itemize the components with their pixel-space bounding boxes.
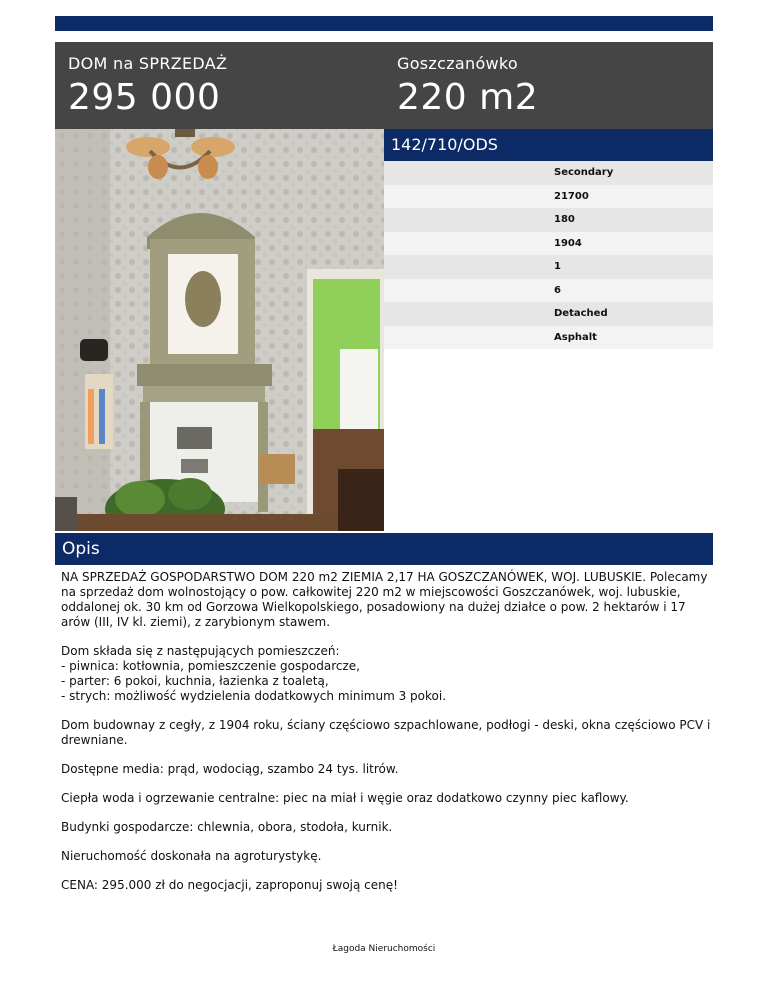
spec-market: Secondary [384, 161, 713, 185]
description-price-note: CENA: 295.000 zł do negocjacji, zaproponuj swoją cenę! [61, 878, 398, 892]
rooms-item: - piwnica: kotłownia, pomieszczenie gospodarcze, [61, 659, 360, 673]
header-right [397, 54, 538, 120]
spec-plot-area: 21700 [384, 185, 713, 209]
listing-price: 295 000 [68, 77, 221, 118]
description-buildings: Budynki gospodarcze: chlewnia, obora, stodoła, kurnik. [61, 820, 393, 834]
spec-floors: 1 [384, 255, 713, 279]
listing-type: DOM na SPRZEDAŻ [68, 54, 228, 73]
description-media: Dostępne media: prąd, wodociąg, szambo 24 tys. litrów. [61, 762, 399, 776]
description-rooms [61, 644, 711, 704]
description-intro: NA SPRZEDAŻ GOSPODARSTWO DOM 220 m2 ZIEMIA 2,17 HA GOSZCZANÓWEK, WOJ. LUBUSKIE. Polecamy na sprzedaż dom wolnostojący o pow. całkowitej 220 m2 w miejscowości Goszczanówek, woj. lubuskie, oddalonej ok. 30 km od Gorzowa Wielkopolskiego, posadowiony na dużej działce o pow. 2 hektarów i 17 arów (III, IV kl. ziemi), z zarybionym stawem. [61, 570, 708, 629]
listing-area: 220 m2 [397, 77, 539, 118]
reference-number: 142/710/ODS [384, 129, 713, 161]
listing-header [55, 42, 713, 129]
description-heading: Opis [55, 533, 713, 565]
spec-building-type: Detached [384, 302, 713, 326]
agency-footer: Łagoda Nieruchomości [332, 944, 436, 954]
description-body [61, 570, 711, 907]
rooms-heading: Dom składa się z następujących pomieszczeń: [61, 644, 340, 658]
spec-usable-area: 180 [384, 208, 713, 232]
rooms-item: - parter: 6 pokoi, kuchnia, łazienka z toaletą, [61, 674, 329, 688]
rooms-item: - strych: możliwość wydzielenia dodatkowych minimum 3 pokoi. [61, 689, 447, 703]
description-construction: Dom budownay z cegły, z 1904 roku, ściany częściowo szpachlowane, podłogi - deski, okna częściowo PCV i drewniane. [61, 718, 711, 747]
spec-rooms: 6 [384, 279, 713, 303]
description-heating: Ciepła woda i ogrzewanie centralne: piec na miał i węgie oraz dodatkowo czynny piec kaflowy. [61, 791, 629, 805]
spec-table [384, 161, 713, 349]
description-agro: Nieruchomość doskonała na agroturystykę. [61, 849, 322, 863]
listing-location: Goszczanówko [397, 54, 519, 73]
property-photo [55, 129, 384, 531]
spec-road: Asphalt [384, 326, 713, 350]
top-accent-bar [55, 16, 713, 31]
header-left [68, 54, 227, 120]
spec-year-built: 1904 [384, 232, 713, 256]
